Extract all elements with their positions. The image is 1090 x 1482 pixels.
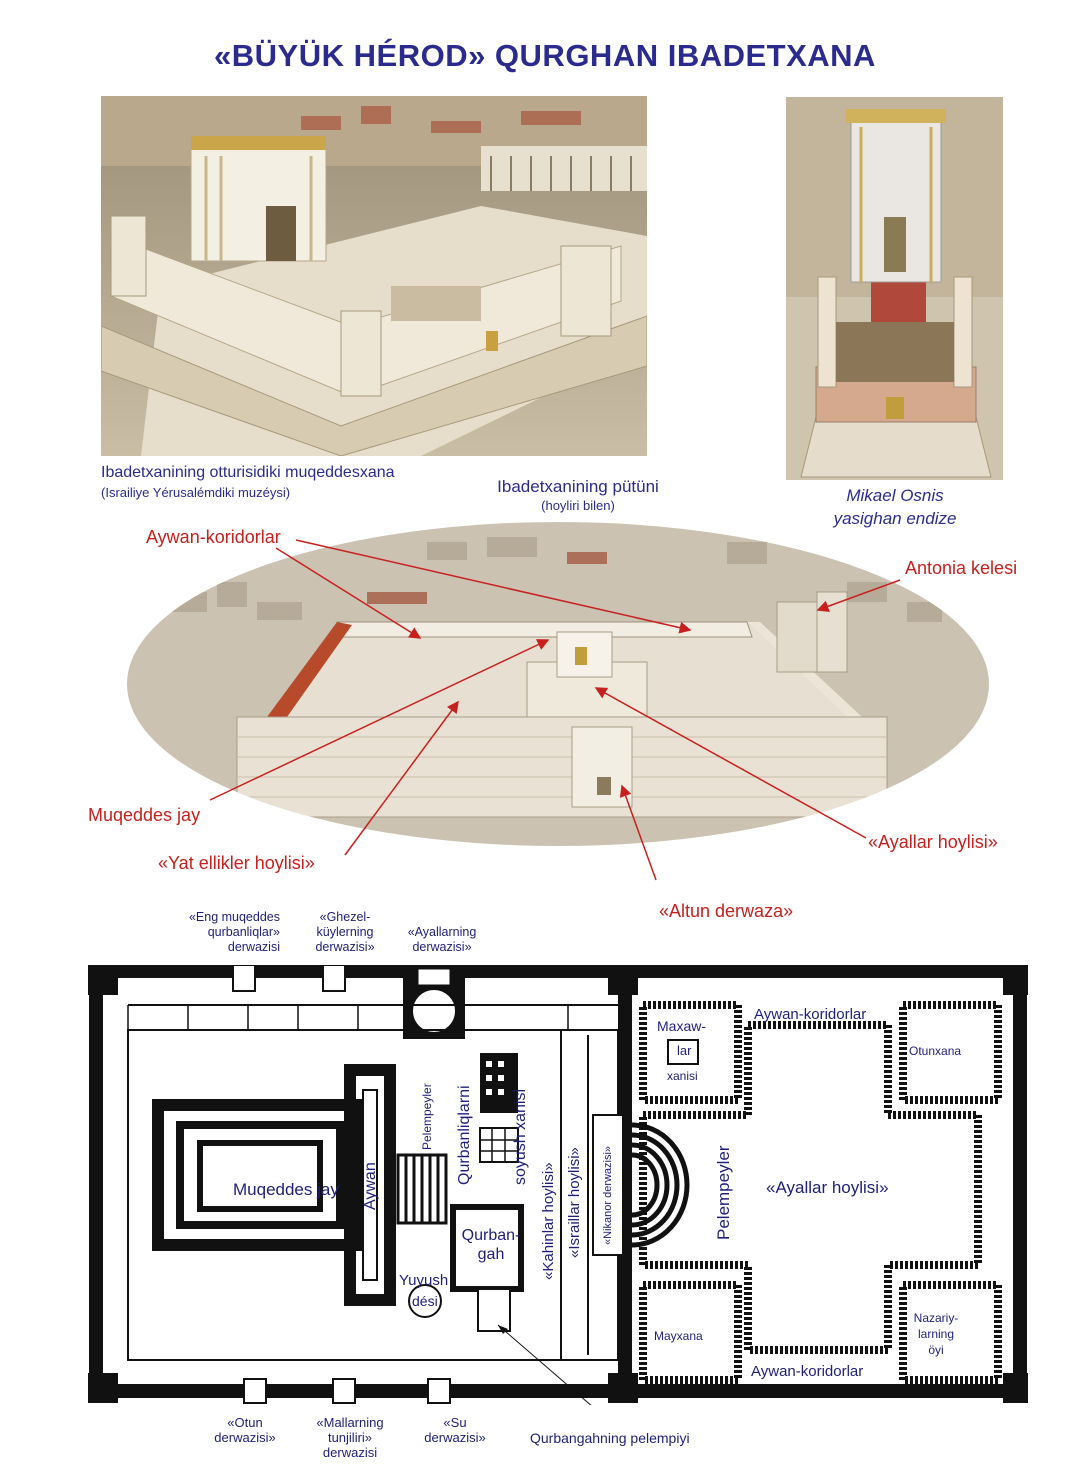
label-antonia-kelesi: Antonia kelesi [905,558,1018,578]
plan-label-aywan: Aywan [362,1162,379,1210]
gate-label-line: qurbanliqlar» [207,925,280,939]
gate-label-line: derwazisi [227,940,280,954]
gate-label-eng-muqeddes [150,910,280,955]
gate-label-line: derwazisi» [424,1430,486,1445]
middle-photo-caption: Ibadetxanining pütüni [497,477,659,496]
gate-label-mallarning [300,1415,400,1460]
gate-label-line: «Eng muqeddes [188,910,280,924]
plan-label-qurbangah [461,1226,521,1264]
gate-label-ayallarning [392,925,492,955]
plan-label-aywan-koridorlar-bottom: Aywan-koridorlar [751,1363,864,1380]
plan-label-line: öyi [928,1343,944,1357]
right-photo-caption-2: yasighan endize [833,509,957,528]
gate-label-line: tunjiliri» [327,1430,373,1445]
label-muqeddes-jay: Muqeddes jay [88,805,201,825]
plan-label-line: Nazariy- [913,1311,959,1325]
gate-label-line: «Otun [227,1415,263,1430]
plan-label-muqeddes-jay: Muqeddes jay [233,1180,339,1199]
plan-label-desi: dési [412,1293,438,1309]
plan-label-mayxana: Mayxana [654,1329,703,1343]
gate-label-ghezel [300,910,390,955]
label-yat-ellikler-hoylisi: «Yat ellikler hoylisi» [158,853,315,873]
label-ayallar-hoylisi: «Ayallar hoylisi» [868,832,998,852]
gate-label-line: «Mallarning [316,1415,384,1430]
plan-label-aywan-koridorlar-top: Aywan-koridorlar [754,1006,867,1023]
gate-label-line: küylerning [316,925,374,939]
gate-label-line: «Su [443,1415,467,1430]
left-photo-subcaption: (Israiliye Yérusalémdiki muzéysi) [101,485,291,500]
label-aywan-koridorlar: Aywan-koridorlar [146,527,281,547]
gate-label-line: derwazisi [322,1445,378,1460]
plan-label-line: larning [917,1327,955,1341]
gate-label-line: derwazisi» [412,940,472,954]
plan-label-maxawlar-xanisi: xanisi [667,1069,698,1083]
middle-photo-subcaption: (hoyliri bilen) [541,498,615,513]
page-title: «BÜYÜK HÉROD» QURGHAN IBADETXANA [214,38,876,73]
plan-label-otunxana: Otunxana [909,1044,962,1058]
plan-label-qurbangahning-pelempiyi: Qurbangahning pelempiyi [530,1430,690,1446]
right-photo-caption-1: Mikael Osnis [846,486,944,505]
gate-label-su [410,1415,500,1445]
gate-label-otun [200,1415,290,1445]
plan-label-yuyush: Yuyush [399,1272,449,1289]
left-photo-caption: Ibadetxanining otturisidiki muqeddesxana [101,464,395,481]
gate-label-line: «Ghezel- [319,910,371,924]
plan-label-soyush-xanisi: soyush xanisi [512,1088,529,1185]
plan-label-pelempeyler-small: Pelempeyler [420,1083,434,1150]
label-altun-derwaza: «Altun derwaza» [659,901,794,921]
gate-label-line: derwazisi» [214,1430,276,1445]
plan-label-nazariylarning [906,1310,966,1358]
plan-label-maxawlar-lar: lar [677,1043,692,1058]
gate-label-line: derwazisi» [315,940,375,954]
plan-label-israillar-hoylisi: «Israillar hoylisi» [566,1147,583,1258]
gate-label-line: «Ayallarning [407,925,477,939]
plan-label-pelempeyler-big: Pelempeyler [714,1145,733,1240]
plan-label-qurbanliqlarni: Qurbanliqlarni [456,1085,473,1185]
plan-label-ayallar-hoylisi: «Ayallar hoylisi» [766,1178,889,1197]
plan-label-nikanor-derwazisi: «Nikanor derwazisi» [602,1145,614,1245]
plan-label-maxawlar: Maxaw- [657,1018,707,1034]
plan-label-kahinlar-hoylisi: «Kahinlar hoylisi» [540,1162,557,1280]
plan-label-line: gah [477,1246,505,1263]
plan-label-line: Qurban- [461,1227,521,1244]
